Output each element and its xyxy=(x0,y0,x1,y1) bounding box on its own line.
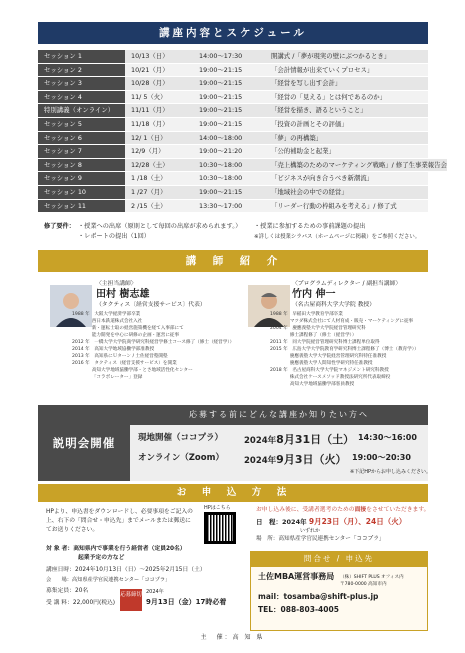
session-time: 19:00〜21:15 xyxy=(195,64,267,77)
period-value: 2024年10月13日（日）〜2025年2月15日（土） xyxy=(75,567,206,573)
lecturer1-history-line: 2012 年 一橋大学大学院商学研究科経営学修士コース修了（修士（経営学）） xyxy=(72,340,235,345)
session-topic: 開講式 /「夢が現実の壁にぶつかるとき」 xyxy=(267,50,428,63)
lecturer2-history-line: 1988 年 早稲田大学教育学部卒業 xyxy=(270,312,343,317)
session-label: セッション 10 xyxy=(38,186,125,199)
venue-label: 会 場： xyxy=(46,577,72,583)
interview-schedule xyxy=(256,517,406,527)
schedule-row xyxy=(38,64,428,78)
event2-year: 2024年 xyxy=(244,456,277,466)
lecturer2-role: 〈プログラムディレクター / 副担当講師〉 xyxy=(292,281,402,287)
lecturer1-affiliation: （タクティス〔経営支援サービス〕代表） xyxy=(96,302,206,308)
event2-date: 9月3日（火） xyxy=(276,453,347,466)
fee-row xyxy=(46,599,115,608)
lecturer2-history-line: マツダ株式会社にて人材育成・販売・マーケティングに従事 xyxy=(270,319,414,324)
session-time: 19:00〜21:15 xyxy=(195,104,267,117)
interview-note-1: お申し込み後に、受講者選考のための xyxy=(256,507,355,513)
info-session-label: 説明会開催 xyxy=(38,405,130,481)
interview-sched-label: 日 程：2024年 xyxy=(256,518,307,526)
info-session-heading: 応募する前にどんな講座か知りたい方へ xyxy=(130,405,428,425)
schedule-row xyxy=(38,132,428,146)
contact-heading: 問合せ / 申込先 xyxy=(250,551,428,567)
session-label: セッション 5 xyxy=(38,118,125,131)
session-topic: 「売上構築のためのマーケティング戦略」/ 修了生事業報告会 xyxy=(267,159,447,172)
session-time: 19:00〜21:15 xyxy=(195,91,267,104)
lecturers-title: 講 師 紹 介 xyxy=(38,250,428,272)
lecturer2-history xyxy=(270,311,419,388)
session-label: セッション 3 xyxy=(38,77,125,90)
interview-sched-note: いずれか xyxy=(300,528,321,534)
interview-note-2: をさせていただきます。 xyxy=(366,507,430,513)
lecturer2-history-line: 2011 年 同大学院経営管理研究科博士課程単位取得 xyxy=(270,340,380,345)
lecturer2-history-line: 修士課程修了（修士（経営学）） xyxy=(270,333,357,338)
fee-value: 22,000円(税込) xyxy=(72,600,116,606)
interview-note xyxy=(256,506,429,515)
lecturer2-info xyxy=(292,280,401,309)
footer-organizer: 主 催：高 知 県 xyxy=(200,634,265,641)
session-label: セッション 1 xyxy=(38,50,125,63)
apply-intro: HPより、申込書をダウンロードし、必要事項をご記入の上、右下の「問合せ・申込先」までメールまたは郵送にてお送りください。 xyxy=(46,509,193,533)
event1-year: 2024年 xyxy=(244,436,277,446)
event2-place: オンライン（Zoom） xyxy=(138,453,224,463)
lecturer2-history-line: 2004 年 慶應義塾大学大学院経営管理研究科 xyxy=(270,326,366,331)
schedule-row xyxy=(38,91,428,105)
venue-value: 高知県産学官民連携センター「ココプラ」 xyxy=(71,577,171,583)
session-time: 14:00〜17:30 xyxy=(195,50,267,63)
schedule-row xyxy=(38,186,428,200)
session-topic: 「投資の計画とその評価」 xyxy=(267,118,428,131)
schedule-title: 講座内容とスケジュール xyxy=(38,22,428,44)
session-topic: 「経営の「見える」とは何であるのか」 xyxy=(267,91,428,104)
schedule-row xyxy=(38,104,428,118)
capacity-label: 募集定員： xyxy=(46,588,75,594)
requirements-item2: ・レポートの提出（1回） xyxy=(78,233,150,240)
session-date: 11/18（月） xyxy=(125,118,195,131)
period-label: 講座日時： xyxy=(46,567,75,573)
lecturer1-history xyxy=(72,311,234,381)
session-time: 10:30〜18:00 xyxy=(195,172,267,185)
schedule-table xyxy=(38,50,447,213)
session-time: 19:00〜21:20 xyxy=(195,145,267,158)
session-label: セッション 2 xyxy=(38,64,125,77)
lecturer1-history-line: 新・運転士取の経営施策機を経て入事部にて xyxy=(72,326,184,331)
period-row xyxy=(46,566,206,575)
schedule-row xyxy=(38,50,428,64)
session-time: 14:00〜18:00 xyxy=(195,132,267,145)
session-time: 13:30〜17:00 xyxy=(195,200,267,213)
schedule-row xyxy=(38,145,428,159)
session-date: 11/ 5（火） xyxy=(125,91,195,104)
session-date: 11/11（月） xyxy=(125,104,195,117)
session-date: 1 /27（月） xyxy=(125,186,195,199)
session-date: 12/9（月） xyxy=(125,145,195,158)
lecturer2-name: 竹内 伸一 xyxy=(292,289,336,300)
contact-address: 〒780-0000 高知市内 xyxy=(340,582,387,587)
requirements-item1: ・授業への出席（原則として毎回の出席が求められます。） xyxy=(78,223,242,230)
requirements-item4: ※詳しくは授業シラバス（ホームページに掲載）をご参照ください。 xyxy=(254,234,421,240)
session-date: 12/28（土） xyxy=(125,159,195,172)
contact-org-note: （株）SHIFT PLUS オフィス内 xyxy=(340,575,404,580)
deadline-badge: 応募締切 xyxy=(120,589,142,611)
event1-time: 14:30〜16:00 xyxy=(358,433,417,442)
schedule-row xyxy=(38,200,428,214)
deadline-date: 9月13日（金）17時必着 xyxy=(146,598,227,606)
session-topic: 「経営を描き、語るということ」 xyxy=(267,104,428,117)
schedule-row xyxy=(38,77,428,91)
lecturer1-history-line: 2013 年 高知県にＵターン / 土佐経営塾開塾 xyxy=(72,354,168,359)
session-date: 10/21（月） xyxy=(125,64,195,77)
session-date: 2 /15（土） xyxy=(125,200,195,213)
session-time: 19:00〜21:15 xyxy=(195,118,267,131)
target-value-2: 起業予定の方など xyxy=(78,555,125,561)
lecturer2-history-line: 慶應義塾大学人間知性学研究特任准教授 xyxy=(270,361,373,366)
session-topic: 「会計情報が出来ていくプロセス」 xyxy=(267,64,428,77)
schedule-row xyxy=(38,159,447,173)
lecturer2-history-line: 高知大学地域協働学部客員教授 xyxy=(270,382,355,387)
event2-date-wrap xyxy=(244,451,346,467)
lecturer2-history-line: 2018 年 名古屋商科大学大学院マネジメント研究科教授 xyxy=(270,368,389,373)
target-row xyxy=(46,545,186,554)
event1-date: 8月31日（土） xyxy=(276,433,355,446)
target-label: 対 象 者： xyxy=(46,546,74,552)
event2-time: 19:00〜20:30 xyxy=(352,453,411,462)
interview-note-strong: 面接 xyxy=(354,507,367,513)
session-label: セッション 9 xyxy=(38,172,125,185)
lecturer1-name: 田村 樹志雄 xyxy=(96,289,150,300)
session-label: 特別講義（オンライン） xyxy=(38,104,125,117)
contact-mail[interactable]: mail：tosamba@shift-plus.jp xyxy=(258,592,379,601)
session-topic: 「公的補助金と起業」 xyxy=(267,145,428,158)
session-topic: 「夢」の再構築」 xyxy=(267,132,428,145)
lecturer1-history-line: 2016 年 タクティス（経営支援サービス）を開業 xyxy=(72,361,177,366)
event1-place: 現地開催（ココプラ） xyxy=(138,433,224,443)
session-label: セッション 8 xyxy=(38,159,125,172)
lecturer1-role: 〈主担当講師〉 xyxy=(96,281,137,287)
session-label: セッション 7 xyxy=(38,145,125,158)
session-label: セッション 6 xyxy=(38,132,125,145)
session-time: 19:00〜21:15 xyxy=(195,77,267,90)
session-topic: 「経営を写し出す会計」 xyxy=(267,77,428,90)
lecturer1-history-line: 高知大学地域協働学部・とさ地域活性化センター xyxy=(72,368,193,373)
lecturer1-history-line: 2014 年 高知大学地域協働学部准教授 xyxy=(72,347,155,352)
session-date: 1 /18（土） xyxy=(125,172,195,185)
apply-title: お 申 込 方 法 xyxy=(38,484,428,502)
lecturer2-history-line: 株式会社ケースメソッド教授法研究所代表取締役 xyxy=(270,375,391,380)
interview-sched-dates: 9月23日（月）、24日（火） xyxy=(308,517,407,526)
session-date: 10/13（日） xyxy=(125,50,195,63)
fee-label: 受 講 料： xyxy=(46,600,73,606)
interview-place: 場 所：高知県産学官民連携センター「ココプラ」 xyxy=(256,536,385,542)
lecturer1-info xyxy=(96,280,206,309)
venue-row xyxy=(46,576,170,585)
lecturer1-history-line: 「コラボレーター」登録 xyxy=(72,375,143,380)
schedule-row xyxy=(38,118,428,132)
schedule-row xyxy=(38,172,428,186)
contact-tel[interactable]: TEL：088-803-4005 xyxy=(258,605,339,614)
qr-label: HPはこちら xyxy=(204,505,231,511)
event1-date-wrap xyxy=(244,431,354,447)
lecturer2-history-line: 2015 年 広島大学大学院教育学研究科博士課程修了（博士（教育学）） xyxy=(270,347,419,352)
deadline-year: 2024年 xyxy=(146,589,164,595)
info-session-note: ※下記HPからお申し込みください。 xyxy=(350,469,431,475)
session-date: 12/ 1（日） xyxy=(125,132,195,145)
requirements-item3: ・授業に参加するための事前課題の提出 xyxy=(254,223,366,230)
session-date: 10/28（月） xyxy=(125,77,195,90)
qr-code[interactable] xyxy=(204,512,236,544)
session-time: 10:30〜18:00 xyxy=(195,159,267,172)
session-label: セッション 4 xyxy=(38,91,125,104)
target-value: 高知県内で事業を行う経営者（定員20名） xyxy=(73,546,186,552)
session-time: 19:00〜21:15 xyxy=(195,186,267,199)
lecturer1-history-line: 能力開発を中心に研修の企画・運営に従事 xyxy=(72,333,180,338)
session-topic: 「リーダー行動の枠組みを考える」/ 修了式 xyxy=(267,200,428,213)
capacity-value: 20名 xyxy=(75,588,89,594)
capacity-row xyxy=(46,587,88,596)
contact-org: 土佐MBA運営事務局 xyxy=(258,572,335,581)
lecturer1-history-line: 1988 年 大阪大学経済学部卒業 xyxy=(72,312,141,317)
session-label: セッション 11 xyxy=(38,200,125,213)
lecturer1-history-line: 西日本鉄道株式会社入社 xyxy=(72,319,143,324)
session-topic: 「地域社会の中での経営」 xyxy=(267,186,428,199)
lecturer2-history-line: 慶應義塾大学大学院経営管理研究科特任准教授 xyxy=(270,354,387,359)
session-topic: 「ビジネスが向き合うべき新潮流」 xyxy=(267,172,428,185)
lecturer2-affiliation: （名古屋商科大学大学院 教授） xyxy=(292,302,375,308)
requirements-label: 修了要件： xyxy=(44,223,75,230)
